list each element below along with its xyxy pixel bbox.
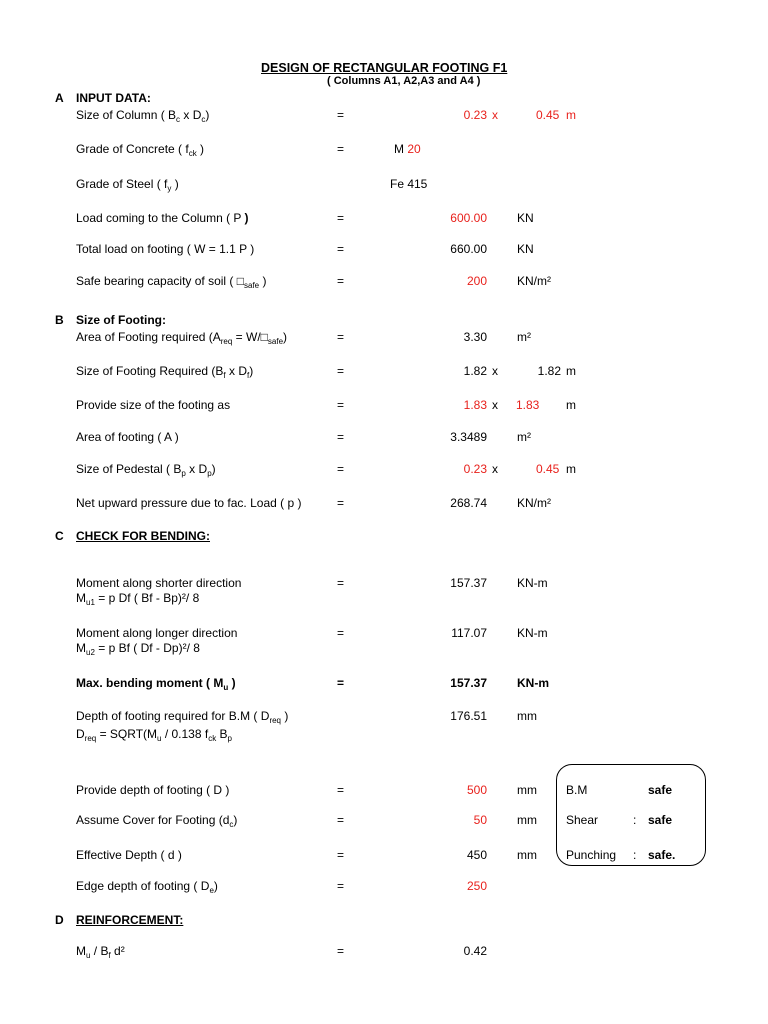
equals-sign: = [337,783,345,797]
area-unit: m² [517,430,531,444]
pedestal-size-label: Size of Pedestal ( $B_p$ x $D_p$) [76,462,216,478]
area-required-value: 3.30 [463,330,487,344]
provide-width-value: 1.83 [463,398,487,412]
check-punching-colon: : [633,848,637,862]
cover-label: Assume Cover for Footing $(d_c)$ [76,813,238,829]
equals-sign: = [337,274,345,288]
times-sign: x [492,462,498,476]
moment-short-label: Moment along shorter direction [76,576,242,590]
equals-sign: = [337,626,345,640]
size-required-label: Size of Footing Required ($B_f$ x $D_f$) [76,364,254,380]
times-sign: x [492,108,498,122]
equals-sign: = [337,242,345,256]
net-pressure-unit: KN/m² [517,496,551,510]
concrete-grade-value: M 20 [394,142,421,156]
page-subtitle: ( Columns A1, A2,A3 and A4 ) [327,75,481,87]
provide-depth-label: Provide depth of footing ( D ) [76,783,230,797]
depth-required-formula: $D_{req}$ = $SQRT(M_u / 0.138$ $f_{ck}$ $B_p$ [76,727,232,743]
column-load-unit: KN [517,211,534,225]
depth-required-unit: mm [517,709,537,723]
section-c-letter: C [55,529,64,543]
total-load-unit: KN [517,242,534,256]
pedestal-width-value: 0.23 [463,462,487,476]
cover-unit: mm [517,813,537,827]
effective-depth-value: 450 [466,848,487,862]
mu-ratio-label: $M_u / B_f$ d² [76,944,125,960]
column-width-value: 0.23 [463,108,487,122]
check-bm-label: B.M [566,783,588,797]
provide-depth-value: 1.83 [516,398,540,412]
moment-long-value: 117.07 [451,626,487,640]
section-d-title: REINFORCEMENT: [76,913,184,927]
size-required-unit: m [566,364,576,378]
provide-size-unit: m [566,398,576,412]
column-size-unit: m [566,108,576,122]
provide-size-label: Provide size of the footing as [76,398,231,412]
column-size-label: Size of Column ( $B_c$ x $D_c$) [76,108,210,124]
page-title: DESIGN OF RECTANGULAR FOOTING F1 [261,61,508,75]
check-punching-status: safe. [648,848,676,862]
equals-sign: = [337,848,345,862]
equals-sign: = [337,676,345,690]
equals-sign: = [337,398,345,412]
sbc-value: 200 [466,274,487,288]
equals-sign: = [337,430,345,444]
section-a-title: INPUT DATA: [76,91,151,105]
moment-long-formula: $M_{u2} = p$ Bf ( Df - Dp)²/ 8 [76,641,200,657]
edge-depth-value: 250 [466,879,487,893]
column-load-value: 600.00 [450,211,487,225]
area-value: 3.3489 [450,430,487,444]
steel-grade-value: Fe 415 [390,177,428,191]
equals-sign: = [337,330,345,344]
sbc-label: Safe bearing capacity of soil ( $□_{safe}$ ) [76,274,267,290]
mu-ratio-value: 0.42 [463,944,487,958]
effective-depth-unit: mm [517,848,537,862]
section-b-letter: B [55,313,64,327]
equals-sign: = [337,944,345,958]
cover-value: 50 [473,813,487,827]
column-load-label: Load coming to the Column ( P ) [76,211,249,225]
moment-short-value: 157.37 [450,576,487,590]
check-punching-label: Punching [566,848,617,862]
provide-depth-unit: mm [517,783,537,797]
concrete-grade-label: Grade of Concrete ( $f_{ck}$ ) [76,142,205,158]
total-load-value: 660.00 [450,242,487,256]
provide-depth-value: 500 [466,783,487,797]
equals-sign: = [337,496,345,510]
check-shear-label: Shear [566,813,599,827]
equals-sign: = [337,108,345,122]
equals-sign: = [337,142,345,156]
equals-sign: = [337,813,345,827]
area-label: Area of footing ( A ) [76,430,179,444]
area-required-unit: m² [517,330,531,344]
moment-long-label: Moment along longer direction [76,626,238,640]
section-c-title: CHECK FOR BENDING: [76,529,210,543]
moment-long-unit: KN-m [517,626,548,640]
section-a-letter: A [55,91,64,105]
check-shear-status: safe [648,813,673,827]
times-sign: x [492,364,498,378]
depth-required-value: 176.51 [450,709,487,723]
pedestal-size-unit: m [566,462,576,476]
steel-grade-label: Grade of Steel ( $f_y$ ) [76,177,179,193]
equals-sign: = [337,462,345,476]
moment-short-formula: $M_{u1} = p$ Df ( Bf - Bp)²/ 8 [76,591,200,607]
equals-sign: = [337,576,345,590]
max-bm-unit: KN-m [517,676,549,690]
section-b-title: Size of Footing: [76,313,166,327]
size-required-depth: 1.82 [537,364,561,378]
total-load-label: Total load on footing ( W = 1.1 P ) [76,242,255,256]
equals-sign: = [337,364,345,378]
edge-depth-label: Edge depth of footing ( $D_e$) [76,879,218,895]
moment-short-unit: KN-m [517,576,548,590]
pedestal-depth-value: 0.45 [536,462,560,476]
area-required-label: Area of Footing required ($A_{req}$ = $W/□_{safe}$) [76,330,288,346]
net-pressure-label: Net upward pressure due to fac. Load ( p ) [76,496,302,510]
check-shear-colon: : [633,813,637,827]
column-depth-value: 0.45 [536,108,560,122]
equals-sign: = [337,879,345,893]
equals-sign: = [337,211,345,225]
section-d-letter: D [55,913,64,927]
times-sign: x [492,398,498,412]
depth-required-label: Depth of footing required for B.M ( $D_{req}$ ) [76,709,289,725]
size-required-width: 1.82 [463,364,487,378]
net-pressure-value: 268.74 [450,496,487,510]
max-bm-value: 157.37 [450,676,487,690]
effective-depth-label: Effective Depth ( d ) [76,848,182,862]
sbc-unit: KN/m² [517,274,551,288]
check-bm-status: safe [648,783,673,797]
max-bm-label: Max. bending moment ( $M_u$ ) [76,676,236,692]
